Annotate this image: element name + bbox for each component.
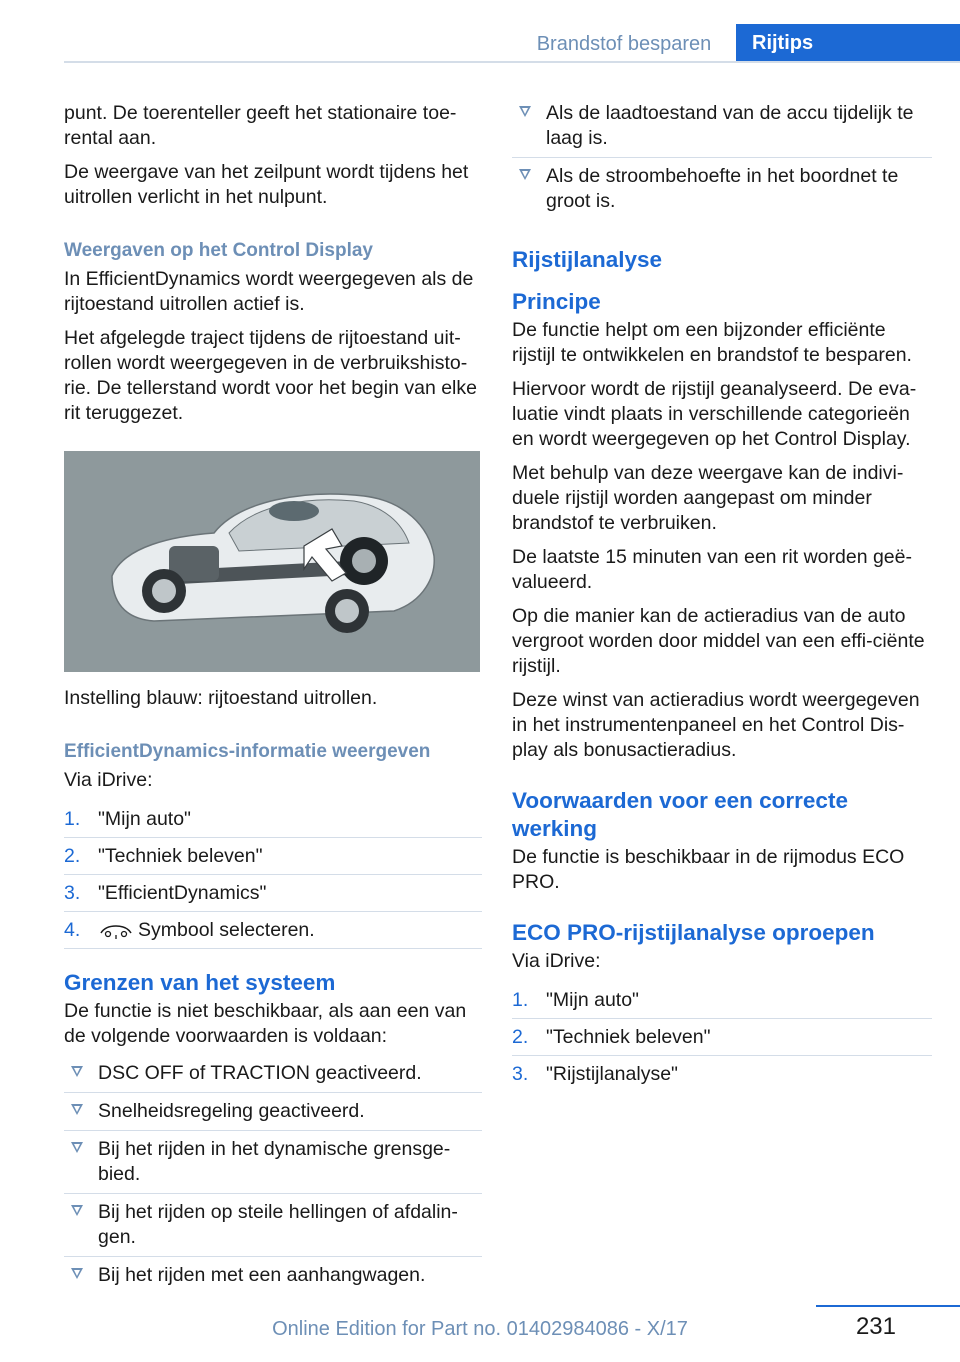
car-coast-icon xyxy=(98,922,134,940)
list-item xyxy=(64,1263,482,1294)
step-number: 4. xyxy=(64,919,81,941)
car-illustration xyxy=(64,451,480,672)
step-number: 2. xyxy=(64,845,81,867)
triangle-bullet-icon xyxy=(519,106,531,117)
step-text: "Mijn auto" xyxy=(98,808,191,830)
step-number: 1. xyxy=(64,808,81,830)
step-text: Symbool selecteren. xyxy=(138,919,315,941)
list-item xyxy=(64,1137,482,1194)
right-column xyxy=(512,101,932,1098)
header-chapter-tab: Rijtips xyxy=(736,24,960,62)
list-item xyxy=(64,881,482,912)
list-item xyxy=(64,844,482,875)
paragraph: De weergave van het zeilpunt wordt tijdens het uitrollen verlicht in het nulpunt. xyxy=(64,161,469,208)
triangle-bullet-icon xyxy=(71,1142,83,1153)
left-column xyxy=(64,101,482,1300)
figure-caption: Instelling blauw: rijtoestand uitrollen. xyxy=(64,687,378,709)
list-item-text: DSC OFF of TRACTION geactiveerd. xyxy=(98,1062,422,1084)
list-item xyxy=(512,164,932,220)
list-item-text: Als de stroombehoefte in het boordnet te groot is. xyxy=(546,165,899,212)
list-item-text: Bij het rijden in het dynamische grensge-bied. xyxy=(98,1138,451,1185)
step-text: "Techniek beleven" xyxy=(98,845,263,867)
step-number: 1. xyxy=(512,989,529,1011)
list-item xyxy=(512,1025,932,1056)
list-item xyxy=(64,1099,482,1131)
via-idrive-label: Via iDrive: xyxy=(64,769,153,791)
list-item xyxy=(512,988,932,1019)
list-item xyxy=(64,1200,482,1257)
paragraph: De functie is niet beschikbaar, als aan een van de volgende voorwaarden is voldaan: xyxy=(64,1000,467,1047)
triangle-bullet-icon xyxy=(71,1104,83,1115)
footer-edition: Online Edition for Part no. 01402984086 - X/17 xyxy=(272,1318,688,1340)
steps-list xyxy=(64,807,482,949)
paragraph: Hiervoor wordt de rijstijl geanalyseerd. De eva-luatie vindt plaats in verschillende categorieën en wordt weergegeven op het Control Display. xyxy=(512,378,917,450)
step-text: "Rijstijlanalyse" xyxy=(546,1063,678,1085)
paragraph: In EfficientDynamics wordt weergegeven als de rijtoestand uitrollen actief is. xyxy=(64,268,474,315)
paragraph: punt. De toerenteller geeft het stationaire toe-rental aan. xyxy=(64,102,457,149)
step-number: 2. xyxy=(512,1026,529,1048)
step-number: 3. xyxy=(64,882,81,904)
triangle-bullet-icon xyxy=(71,1268,83,1279)
footer-divider xyxy=(816,1305,960,1307)
list-item xyxy=(512,1062,932,1092)
steps-list xyxy=(512,988,932,1092)
list-item-text: Als de laadtoestand van de accu tijdelijk te laag is. xyxy=(546,102,914,149)
heading-conditions: Voorwaarden voor een correcte werking xyxy=(512,788,848,841)
heading-principle: Principe xyxy=(512,289,601,314)
subheading-efficientdynamics-info: EfficientDynamics-informatie weergeven xyxy=(64,741,431,762)
triangle-bullet-icon xyxy=(71,1066,83,1077)
heading-call-analysis: ECO PRO-rijstijlanalyse oproepen xyxy=(512,920,875,945)
limits-list-continued xyxy=(512,101,932,220)
list-item xyxy=(512,101,932,158)
list-item-text: Snelheidsregeling geactiveerd. xyxy=(98,1100,365,1122)
paragraph: De functie helpt om een bijzonder efficiënte rijstijl te ontwikkelen en brandstof te besparen. xyxy=(512,319,912,366)
limits-list xyxy=(64,1061,482,1294)
header-section-title: Brandstof besparen xyxy=(536,33,712,55)
step-text: "Techniek beleven" xyxy=(546,1026,711,1048)
paragraph: De functie is beschikbaar in de rijmodus ECO PRO. xyxy=(512,846,905,893)
list-item-text: Bij het rijden met een aanhangwagen. xyxy=(98,1264,426,1286)
paragraph: Deze winst van actieradius wordt weergegeven in het instrumentenpaneel en het Control Dis-play als bonusactieradius. xyxy=(512,689,920,761)
page-number: 231 xyxy=(855,1313,896,1340)
list-item xyxy=(64,918,482,949)
header-divider xyxy=(64,61,960,63)
paragraph: Op die manier kan de actieradius van de auto vergroot worden door middel van een effi-ciënte rijstijl. xyxy=(512,605,925,677)
paragraph: Het afgelegde traject tijdens de rijtoestand uit-rollen wordt weergegeven in de verbruikshisto-rie. De tellerstand wordt voor het begin van elke rit teruggezet. xyxy=(64,327,477,424)
triangle-bullet-icon xyxy=(519,169,531,180)
step-text: "EfficientDynamics" xyxy=(98,882,267,904)
heading-system-limits: Grenzen van het systeem xyxy=(64,970,336,995)
heading-driving-style-analysis: Rijstijlanalyse xyxy=(512,247,663,272)
subheading-control-display: Weergaven op het Control Display xyxy=(64,240,373,261)
car-cutaway-illustration xyxy=(64,451,480,672)
step-number: 3. xyxy=(512,1063,529,1085)
step-text: "Mijn auto" xyxy=(546,989,639,1011)
paragraph: Met behulp van deze weergave kan de indivi-duele rijstijl worden aangepast om minder brandstof te verbruiken. xyxy=(512,462,904,534)
paragraph: De laatste 15 minuten van een rit worden geë-valueerd. xyxy=(512,546,912,593)
list-item xyxy=(64,1061,482,1093)
list-item xyxy=(64,807,482,838)
triangle-bullet-icon xyxy=(71,1205,83,1216)
list-item-text: Bij het rijden op steile hellingen of afdalin-gen. xyxy=(98,1201,458,1248)
via-idrive-label: Via iDrive: xyxy=(512,950,601,972)
